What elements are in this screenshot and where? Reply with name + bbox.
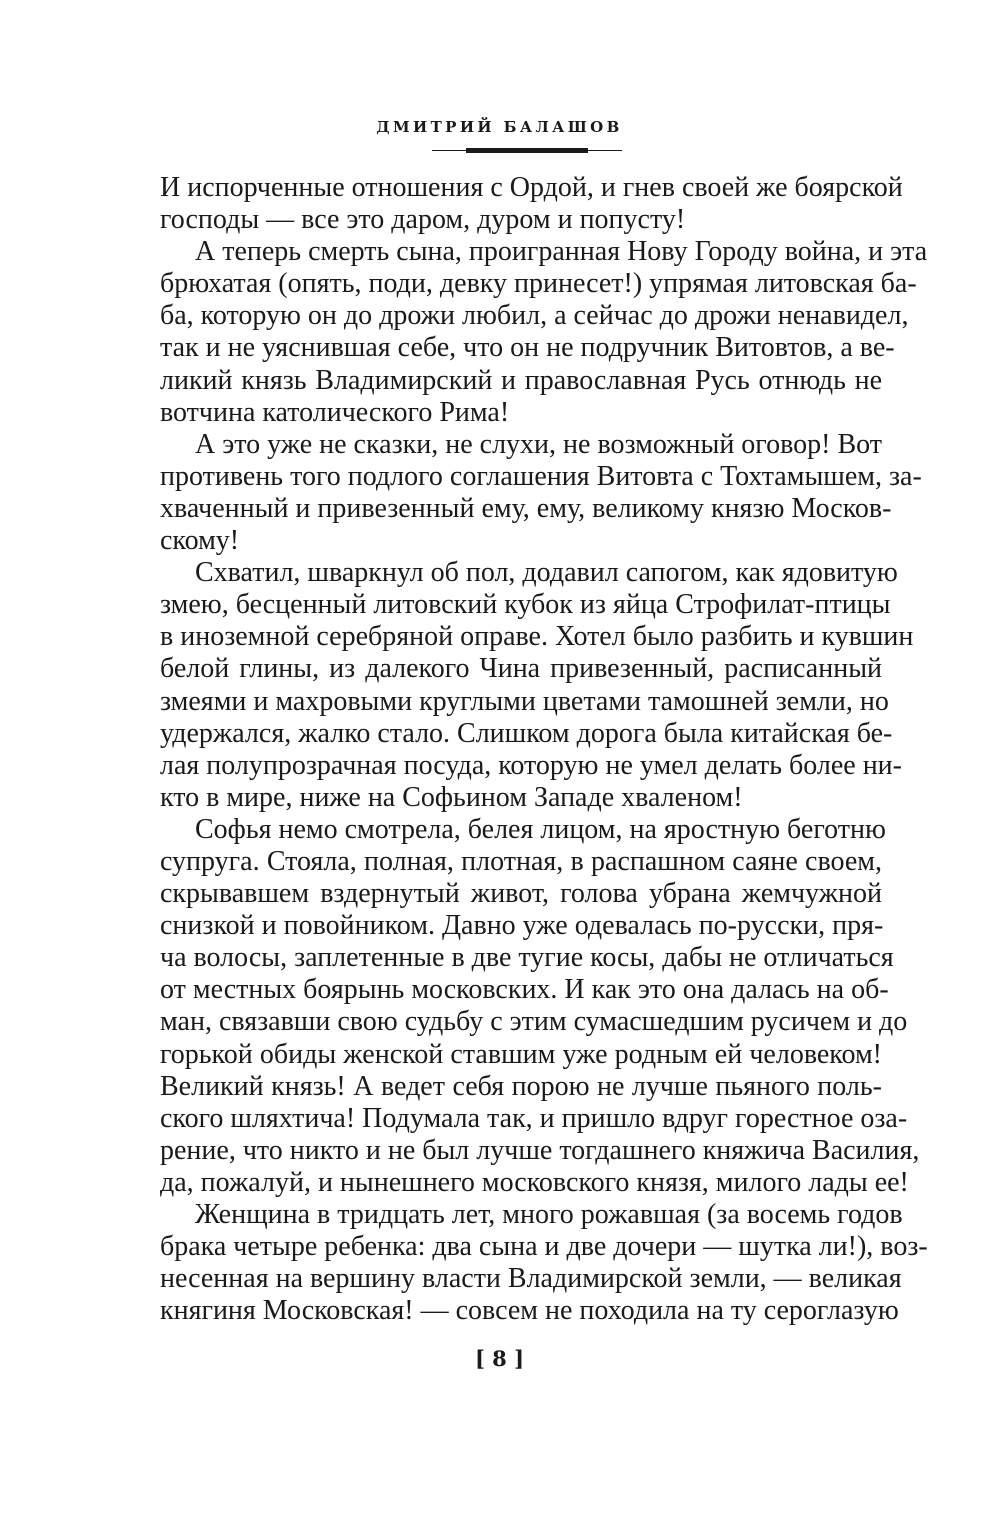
text-line: кто в мире, ниже на Софьином Западе хваленом!: [160, 781, 743, 813]
text-line: Схватил, шваркнул об пол, додавил сапогом, как ядовитую: [195, 557, 898, 589]
text-line: горькой обиды женской ставшим уже родным ей человеком!: [160, 1038, 882, 1070]
text-line: так и не уяснившая себе, что он не подручник Витовтов, а ве-: [160, 332, 895, 364]
text-line: скому!: [160, 525, 240, 557]
text-line: снизкой и повойником. Давно уже одевалась по-русски, пря-: [160, 910, 884, 942]
text-line: ба, которую он до дрожи любил, а сейчас до дрожи ненавидел,: [160, 300, 909, 332]
text-line: вотчина католического Рима!: [160, 396, 510, 428]
text-line: брака четыре ребенка: два сына и две дочери — шутка ли!), воз-: [160, 1231, 928, 1263]
paragraph: [160, 1199, 928, 1327]
text-line: ского шляхтича! Подумала так, и пришло вдруг горестное оза-: [160, 1102, 908, 1134]
text-line: в иноземной серебряной оправе. Хотел было разбить и кувшин: [160, 621, 914, 653]
text-line: А это уже не сказки, не слухи, не возможный оговор! Вот: [195, 428, 882, 460]
text-line: лая полупрозрачная посуда, которую не умел делать более ни-: [160, 749, 902, 781]
text-line: удержался, жалко стало. Слишком дорога была китайская бе-: [160, 717, 893, 749]
text-line: ча волосы, заплетенные в две тугие косы, дабы не отличаться: [160, 942, 894, 974]
text-line: ман, связавши свою судьбу с этим сумасшедшим русичем и до: [160, 1006, 908, 1038]
text-line: Софья немо смотрела, белея лицом, на яростную беготню: [195, 813, 886, 845]
body-text: [160, 172, 928, 1327]
paragraph: [160, 236, 928, 429]
text-line: Великий князь! А ведет себя порою не лучше пьяного поль-: [160, 1070, 882, 1102]
text-line: несенная на вершину власти Владимирской земли, — великая: [160, 1263, 902, 1295]
text-line: противень того подлого соглашения Витовта с Тохтамышем, за-: [160, 460, 922, 492]
paragraph: [160, 172, 903, 236]
text-line: брюхатая (опять, поди, девку принесет!) упрямая литовская ба-: [160, 268, 917, 300]
text-line: ликий князь Владимирский и православная Русь отнюдь не: [160, 364, 882, 396]
running-head: ДМИТРИЙ БАЛАШОВ: [376, 118, 623, 136]
text-line: хваченный и привезенный ему, ему, великому князю Москов-: [160, 492, 892, 524]
text-line: А теперь смерть сына, проигранная Нову Городу война, и эта: [195, 236, 928, 268]
text-line: белой глины, из далекого Чина привезенный, расписанный: [160, 653, 882, 685]
text-line: от местных боярынь московских. И как это она далась на об-: [160, 974, 889, 1006]
text-line: змеями и махровыми круглыми цветами тамошней земли, но: [160, 685, 889, 717]
paragraph: [160, 813, 920, 1199]
page-number: [ 8 ]: [474, 1346, 525, 1371]
text-line: да, пожалуй, и нынешнего московского князя, милого лады ее!: [160, 1166, 909, 1198]
text-line: господы — все это даром, дуром и попусту!: [160, 204, 686, 236]
text-line: княгиня Московская! — совсем не походила на ту сероглазую: [160, 1295, 899, 1327]
text-line: супруга. Стояла, полная, плотная, в распашном саяне своем,: [160, 845, 882, 877]
text-line: змею, бесценный литовский кубок из яйца Строфилат-птицы: [160, 589, 891, 621]
paragraph: [160, 428, 922, 557]
text-line: рение, что никто и не был лучше тогдашнего княжича Василия,: [160, 1134, 920, 1166]
header-rule-thick: [466, 148, 588, 153]
text-line: И испорченные отношения с Ордой, и гнев своей же боярской: [160, 172, 903, 203]
paragraph: [160, 557, 914, 814]
text-line: Женщина в тридцать лет, много рожавшая (за восемь годов: [195, 1199, 903, 1230]
text-line: скрывавшем вздернутый живот, голова убрана жемчужной: [160, 878, 882, 910]
